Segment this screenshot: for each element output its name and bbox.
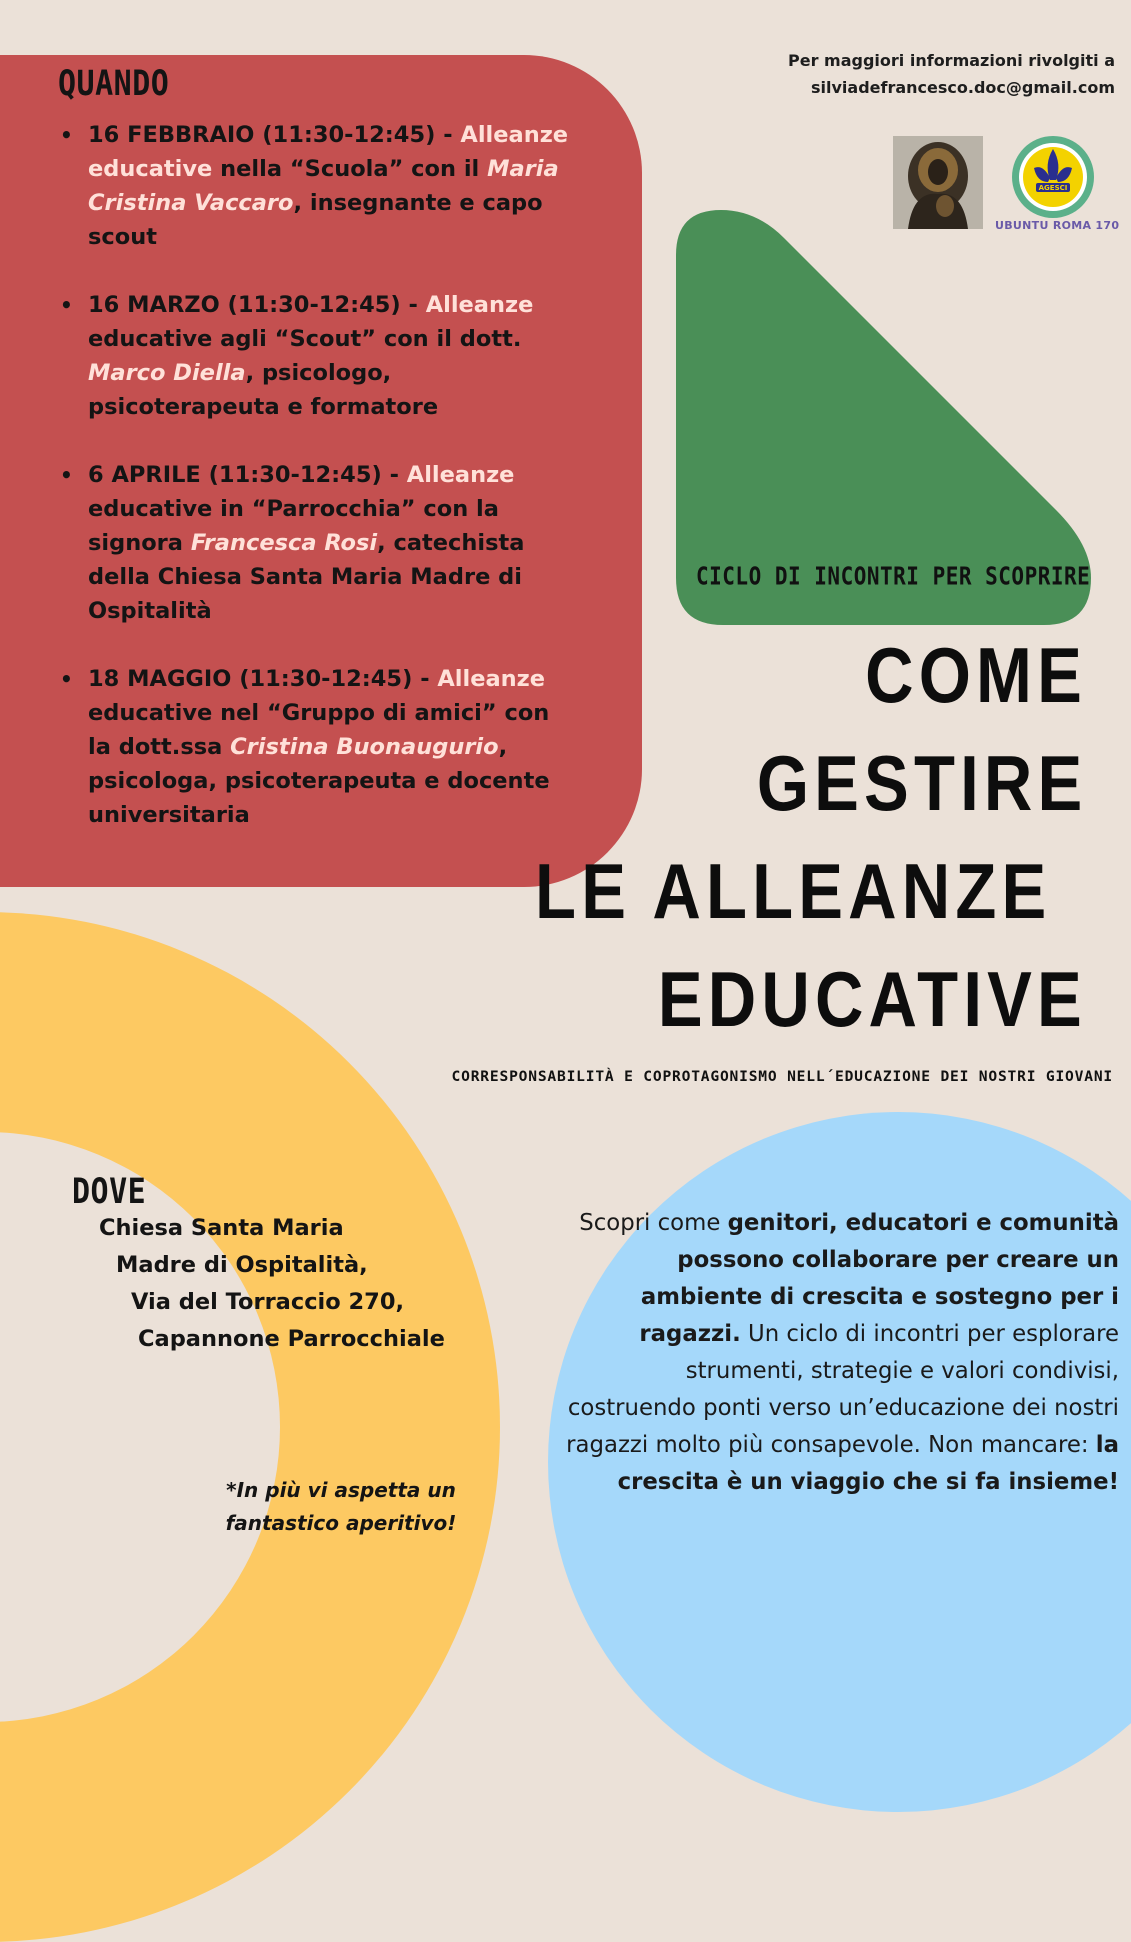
event-date: 16 MARZO (11:30-12:45) - xyxy=(88,292,418,318)
subtitle: CORRESPONSABILITÀ E COPROTAGONISMO NELL´EDUCAZIONE DEI NOSTRI GIOVANI xyxy=(451,1068,1113,1085)
list-item xyxy=(60,662,580,832)
where-title: DOVE xyxy=(72,1172,147,1213)
event-list xyxy=(60,118,580,866)
promo-part-2: Un ciclo di incontri per esplorare strumenti, strategie e valori condivisi, costruendo ponti verso un’educazione dei nostri ragazzi molto più consapevole. Non mancare: xyxy=(566,1321,1119,1458)
event-role: , catechista della Chiesa Santa Maria Madre di Ospitalità xyxy=(88,530,525,624)
event-role: , insegnante e capo scout xyxy=(88,190,543,250)
event-date: 6 APRILE (11:30-12:45) - xyxy=(88,462,399,488)
title-line-3: LE ALLEANZE xyxy=(534,847,1051,935)
list-item xyxy=(60,458,580,628)
event-highlight: Alleanze educative xyxy=(88,122,569,182)
event-text: educative in “Parrocchia” con la signora xyxy=(88,496,499,556)
promo-bold-1: genitori, educatori e comunità possono collaborare per creare un ambiente di crescita e sostegno per i ragazzi. xyxy=(639,1210,1119,1347)
event-role: , psicologa, psicoterapeuta e docente universitaria xyxy=(88,734,550,828)
contact-info xyxy=(788,47,1115,101)
list-item xyxy=(60,288,580,424)
list-item xyxy=(60,118,580,254)
address-line-4: Capannone Parrocchiale xyxy=(138,1326,445,1352)
event-highlight: Alleanze xyxy=(398,462,515,488)
promo-bold-2: la crescita è un viaggio che si fa insieme! xyxy=(617,1432,1119,1495)
event-highlight: Alleanze xyxy=(417,292,534,318)
event-date: 18 MAGGIO (11:30-12:45) - xyxy=(88,666,430,692)
address-line-3: Via del Torraccio 270, xyxy=(131,1289,405,1315)
when-title: QUANDO xyxy=(58,64,170,105)
event-speaker: Maria Cristina Vaccaro xyxy=(88,156,559,216)
event-speaker: Francesca Rosi xyxy=(190,530,378,556)
event-text: educative agli “Scout” con il dott. xyxy=(88,326,522,352)
contact-email[interactable]: silviadefrancesco.doc@gmail.com xyxy=(810,78,1115,97)
event-speaker: Marco Diella xyxy=(88,360,246,386)
logo-caption: UBUNTU ROMA 170 xyxy=(995,219,1120,232)
madonna-icon xyxy=(893,136,983,229)
event-text: educative nel “Gruppo di amici” con la dott.ssa xyxy=(88,700,550,760)
event-highlight: Alleanze xyxy=(429,666,546,692)
aperitivo-note: *In più vi aspetta un fantastico aperitivo! xyxy=(225,1478,457,1535)
title-line-1: COME xyxy=(865,631,1087,719)
promo-text xyxy=(559,1205,1119,1501)
event-speaker: Cristina Buonaugurio xyxy=(230,734,499,760)
address-line-2: Madre di Ospitalità, xyxy=(116,1252,368,1278)
promo-part-1: Scopri come xyxy=(579,1210,728,1236)
event-role: , psicologo, psicoterapeuta e formatore xyxy=(88,360,439,420)
title-line-2: GESTIRE xyxy=(756,739,1087,827)
event-text: nella “Scuola” con il xyxy=(212,156,488,182)
series-label: CICLO DI INCONTRI PER SCOPRIRE xyxy=(696,562,1091,591)
contact-line: Per maggiori informazioni rivolgiti a xyxy=(788,51,1115,70)
agesci-logo-icon xyxy=(1010,134,1096,220)
address-line-1: Chiesa Santa Maria xyxy=(99,1215,344,1241)
event-date: 16 FEBBRAIO (11:30-12:45) - xyxy=(88,122,453,148)
agesci-text: AGESCI xyxy=(1038,184,1068,192)
title-line-4: EDUCATIVE xyxy=(657,955,1087,1043)
